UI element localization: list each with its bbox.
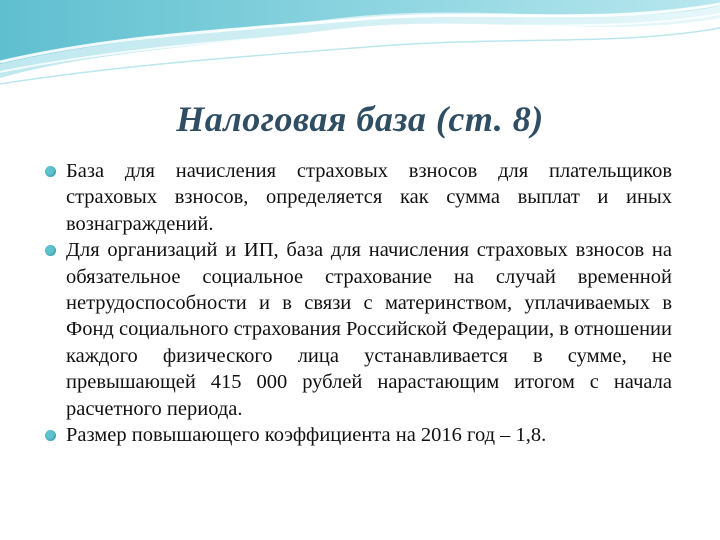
bullet-icon [45, 245, 56, 256]
decorative-wave-header [0, 0, 720, 90]
bullet-icon [45, 166, 56, 177]
bullet-text: Для организаций и ИП, база для начисления страховых взносов на обязательное социальное страхование на случай временной нетрудоспособности и в связи с материнством, уплачиваемых в Фонд социального страхования Российской Федерации, в отношении каждого физического лица устанавливается в сумме, не превышающей 415 000 рублей нарастающим итогом с начала расчетного периода. [66, 239, 672, 420]
bullet-list [42, 158, 672, 448]
bullet-text: Размер повышающего коэффициента на 2016 год – 1,8. [66, 424, 547, 447]
bullet-item [42, 422, 672, 448]
bullet-text: База для начисления страховых взносов для плательщиков страховых взносов, определяется как сумма выплат и иных вознаграждений. [66, 160, 672, 235]
bullet-item [42, 158, 672, 237]
slide-title: Налоговая база (ст. 8) [176, 99, 544, 139]
bullet-item [42, 237, 672, 422]
bullet-icon [45, 430, 56, 441]
